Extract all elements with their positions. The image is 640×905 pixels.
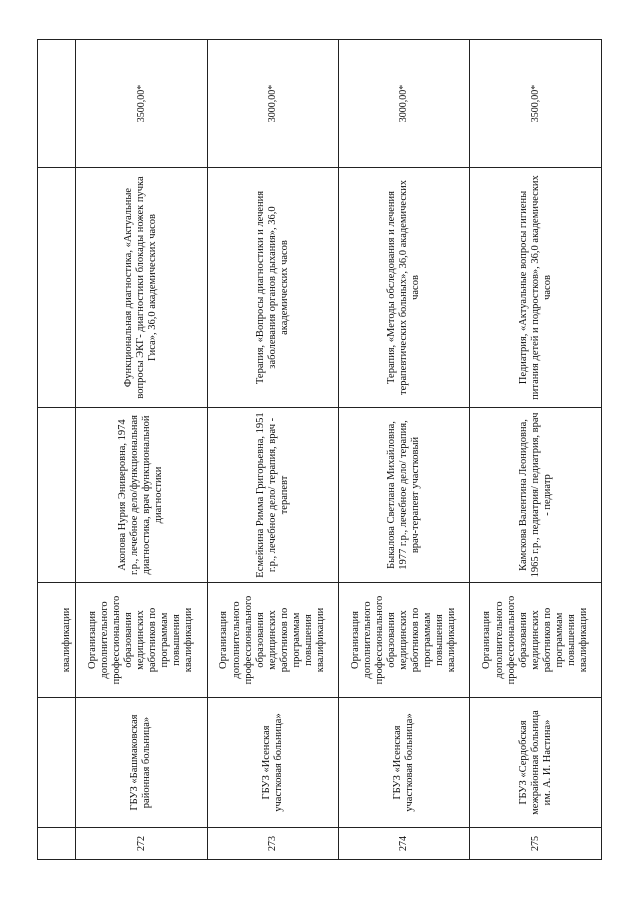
- table-row: [470, 40, 602, 860]
- specialist-cell: Акопова Нурия Эниверовна, 1974 г.р., лечебное дело/функциональная диагностика, врач функциональной диагностики: [76, 408, 207, 583]
- header-num-cell: [38, 828, 76, 860]
- header-program-cell: [38, 168, 76, 408]
- header-form-cell: квалификации: [38, 583, 76, 698]
- price-cell: 3000,00*: [339, 40, 470, 168]
- organization-cell: ГБУЗ «Исенская участковая больница»: [339, 698, 470, 828]
- table-header-row: [38, 40, 76, 860]
- price-cell: 3000,00*: [207, 40, 338, 168]
- table-row: [76, 40, 207, 860]
- specialist-cell: Быкалова Светлана Михайловна, 1977 г.р., лечебное дело/ терапия, врач-терапевт участковый: [339, 408, 470, 583]
- table-row: [207, 40, 338, 860]
- organization-cell: ГБУЗ «Исенская участковая больница»: [207, 698, 338, 828]
- row-number: 272: [76, 828, 207, 860]
- program-cell: Функциональная диагностика, «Актуальные вопросы ЭКГ- диагностики блокады ножек пучка Гиса», 36,0 академических часов: [76, 168, 207, 408]
- education-form-cell: Организация дополнительного профессионального образования медицинских работников по программам повышения квалификации: [207, 583, 338, 698]
- education-form-cell: Организация дополнительного профессионального образования медицинских работников по программам повышения квалификации: [76, 583, 207, 698]
- table-row: [339, 40, 470, 860]
- program-cell: Терапия, «Методы обследования и лечения терапевтических больных», 36,0 академических часов: [339, 168, 470, 408]
- header-org-cell: [38, 698, 76, 828]
- rotated-table-wrapper: [37, 40, 602, 860]
- header-price-cell: [38, 40, 76, 168]
- row-number: 274: [339, 828, 470, 860]
- price-cell: 3500,00*: [76, 40, 207, 168]
- program-cell: Педиатрия, «Актуальные вопросы гигиены питания детей и подростков», 36,0 академических часов: [470, 168, 602, 408]
- education-form-cell: Организация дополнительного профессионального образования медицинских работников по программам повышения квалификации: [339, 583, 470, 698]
- price-cell: 3500,00*: [470, 40, 602, 168]
- specialist-cell: Есмейкина Римма Григорьевна, 1951 г.р., лечебное дело/ терапия, врач - терапевт: [207, 408, 338, 583]
- services-table: [37, 39, 602, 860]
- row-number: 275: [470, 828, 602, 860]
- specialist-cell: Камскова Валентина Леонидовна, 1965 г.р., педиатрия/ педиатрия, врач - педиатр: [470, 408, 602, 583]
- organization-cell: ГБУЗ «Сердобская межрайонная больница им. А. И. Настина»: [470, 698, 602, 828]
- program-cell: Терапия, «Вопросы диагностики и лечения заболевания органов дыхания», 36,0 академических часов: [207, 168, 338, 408]
- row-number: 273: [207, 828, 338, 860]
- education-form-cell: Организация дополнительного профессионального образования медицинских работников по программам повышения квалификации: [470, 583, 602, 698]
- header-person-cell: [38, 408, 76, 583]
- organization-cell: ГБУЗ «Башмаковская районная больница»: [76, 698, 207, 828]
